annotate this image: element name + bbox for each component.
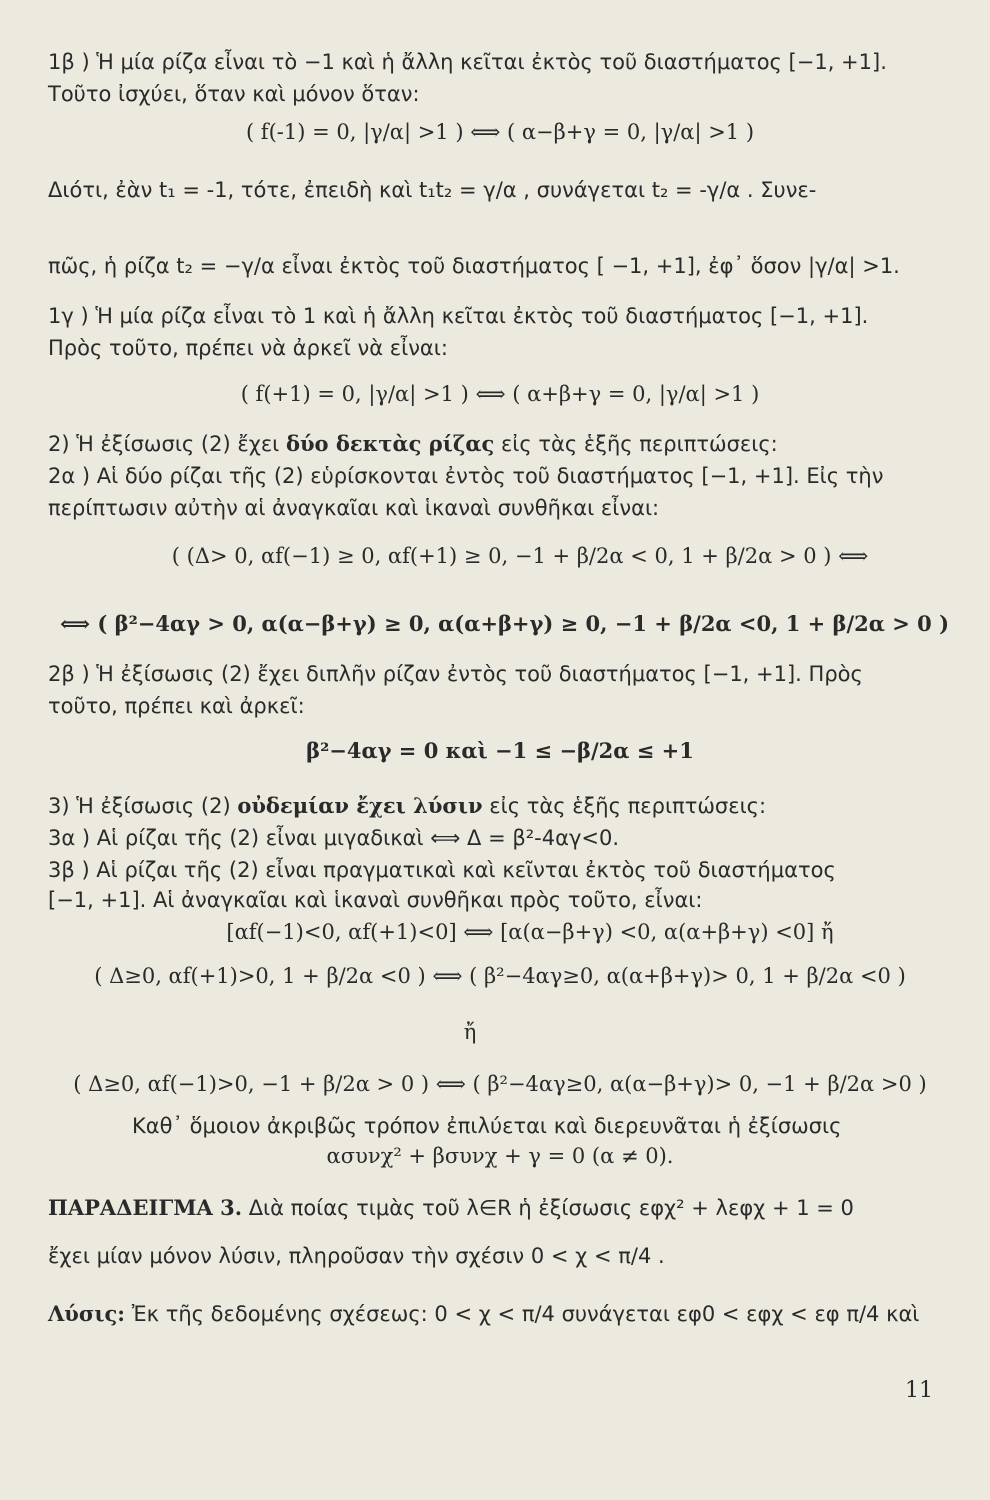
page-number: 11 — [905, 1378, 933, 1403]
text-line-similar-method: Καθ᾿ ὅμοιον ἀκριβῶς τρόπον ἐπιλύεται καὶ διερευνᾶται ἡ ἐξίσωσις — [132, 1114, 842, 1138]
text-line-case-3b-cont: [−1, +1]. Αἱ ἀναγκαῖαι καὶ ἱκαναὶ συνθῆκαι πρὸς τοῦτο, εἶναι: — [48, 888, 703, 912]
formula-f-plus-one: ( f(+1) = 0, |γ/α| >1 ) ⟺ ( α+β+γ = 0, |γ/α| >1 ) — [240, 382, 760, 406]
text-line-case-1g: 1γ ) Ἡ μία ρίζα εἶναι τὸ 1 καὶ ἡ ἄλλη κεῖται ἐκτὸς τοῦ διαστήματος [−1, +1]. — [48, 304, 869, 328]
formula-double-root: β²−4αγ = 0 καὶ −1 ≤ −β/2α ≤ +1 — [306, 738, 694, 763]
case-3-text: 3) Ἡ ἐξίσωσις (2) — [48, 794, 238, 818]
case-3-rest: εἰς τὰς ἑξῆς περιπτώσεις: — [482, 794, 767, 818]
solution-heading: Λύσις: — [48, 1301, 126, 1326]
text-line-case-2a-conditions: περίπτωσιν αὐτὴν αἱ ἀναγκαῖαι καὶ ἱκαναὶ συνθῆκαι εἶναι: — [48, 496, 660, 520]
formula-outside-right: ( Δ≥0, αf(+1)>0, 1 + β/2α <0 ) ⟺ ( β²−4αγ≥0, α(α+β+γ)> 0, 1 + β/2α <0 ) — [94, 964, 906, 988]
text-line-requirement: Πρὸς τοῦτο, πρέπει νὰ ἀρκεῖ νὰ εἶναι: — [48, 336, 448, 360]
formula-outside-left: ( Δ≥0, αf(−1)>0, −1 + β/2α > 0 ) ⟺ ( β²−4αγ≥0, α(α−β+γ)> 0, −1 + β/2α >0 ) — [73, 1072, 927, 1096]
example-question: Διὰ ποίας τιμὰς τοῦ λ∈R ἡ ἐξίσωσις εφχ² + λεφχ + 1 = 0 — [242, 1196, 854, 1220]
text-line-condition-intro: Τοῦτο ἰσχύει, ὅταν καὶ μόνον ὅταν: — [48, 82, 420, 106]
solution-text: Ἐκ τῆς δεδομένης σχέσεως: 0 < χ < π/4 συνάγεται εφ0 < εφχ < εφ π/4 καὶ — [125, 1302, 920, 1326]
text-line-case-3 — [48, 792, 766, 820]
formula-outside-interval: [αf(−1)<0, αf(+1)<0] ⟺ [α(α−β+γ) <0, α(α+β+γ) <0] ἤ — [226, 920, 834, 944]
formula-f-minus-one: ( f(-1) = 0, |γ/α| >1 ) ⟺ ( α−β+γ = 0, |γ/α| >1 ) — [245, 120, 755, 144]
text-line-case-2 — [48, 430, 778, 458]
text-line-example-3 — [48, 1194, 854, 1222]
text-line-solution — [48, 1300, 919, 1328]
case-2-text: 2) Ἡ ἐξίσωσις (2) ἔχει — [48, 432, 286, 456]
case-3-emphasis: οὐδεμίαν ἔχει λύσιν — [237, 793, 483, 818]
text-line-case-2a: 2α ) Αἱ δύο ρίζαι τῆς (2) εὑρίσκονται ἐντὸς τοῦ διαστήματος [−1, +1]. Εἰς τὴν — [48, 464, 884, 488]
text-line-case-3b: 3β ) Αἱ ρίζαι τῆς (2) εἶναι πραγματικαὶ καὶ κεῖνται ἐκτὸς τοῦ διαστήματος — [48, 858, 836, 882]
formula-two-roots-expanded: ⟺ ( β²−4αγ > 0, α(α−β+γ) ≥ 0, α(α+β+γ) ≥ 0, −1 + β/2α <0, 1 + β/2α > 0 ) — [60, 611, 950, 636]
formula-cosine-equation: ασυνχ² + βσυνχ + γ = 0 (α ≠ 0). — [326, 1144, 674, 1168]
text-line-example-condition: ἔχει μίαν μόνον λύσιν, πληροῦσαν τὴν σχέσιν 0 < χ < π/4 . — [48, 1244, 665, 1268]
formula-two-roots-conditions: ( (Δ> 0, αf(−1) ≥ 0, αf(+1) ≥ 0, −1 + β/2α < 0, 1 + β/2α > 0 ) ⟺ — [171, 544, 869, 568]
text-line-case-2b: 2β ) Ἡ ἐξίσωσις (2) ἔχει διπλῆν ρίζαν ἐντὸς τοῦ διαστήματος [−1, +1]. Πρὸς — [48, 662, 863, 686]
text-line-reason: Διότι, ἐὰν t₁ = -1, τότε, ἐπειδὴ καὶ t₁t₂ = γ/α , συνάγεται t₂ = -γ/α . Συνε- — [48, 178, 817, 202]
case-2-rest: εἰς τὰς ἑξῆς περιπτώσεις: — [494, 432, 778, 456]
text-line-case-3a: 3α ) Αἱ ρίζαι τῆς (2) εἶναι μιγαδικαὶ ⟺ Δ = β²-4αγ<0. — [48, 826, 620, 850]
example-heading: ΠΑΡΑΔΕΙΓΜΑ 3. — [48, 1195, 243, 1220]
case-2-emphasis: δύο δεκτὰς ρίζας — [285, 431, 495, 456]
text-line-case-1b: 1β ) Ἡ μία ρίζα εἶναι τὸ −1 καὶ ἡ ἄλλη κεῖται ἐκτὸς τοῦ διαστήματος [−1, +1]. — [48, 50, 887, 74]
text-line-consequence: πῶς, ἡ ρίζα t₂ = −γ/α εἶναι ἐκτὸς τοῦ διαστήματος [ −1, +1], ἐφ᾿ ὅσον |γ/α| >1. — [48, 254, 900, 278]
text-line-case-2b-cont: τοῦτο, πρέπει καὶ ἀρκεῖ: — [48, 694, 305, 718]
text-or: ἤ — [463, 1020, 477, 1044]
